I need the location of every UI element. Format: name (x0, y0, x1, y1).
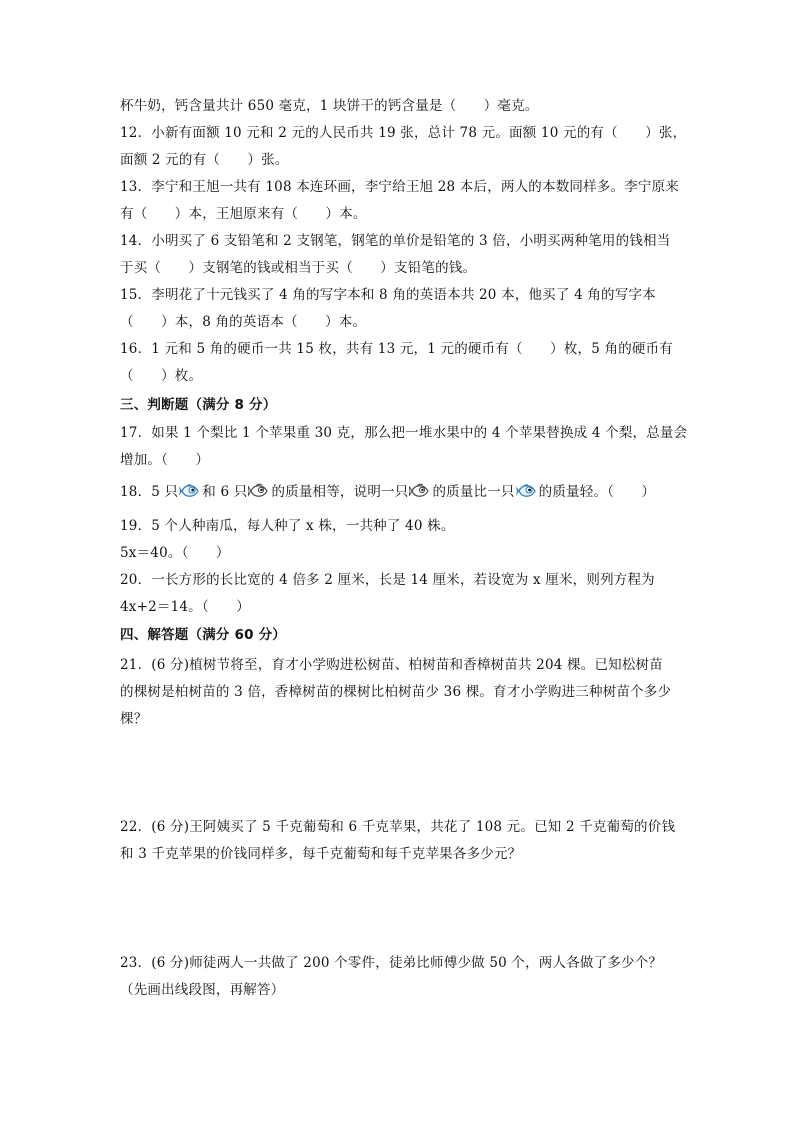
q19-line2: 5x＝40。（ ） (120, 545, 230, 561)
q18-text-2: 和 6 只 (202, 484, 248, 500)
q13-line1: 13．李宁和王旭一共有 108 本连环画，李宁给王旭 28 本后，两人的本数同样多。李宁原来 (120, 179, 679, 195)
q22-line1: 22．(6 分)王阿姨买了 5 千克葡萄和 6 千克苹果，共花了 108 元。已知 2 千克葡萄的价钱 (120, 819, 676, 835)
q21-line3: 棵？ (120, 711, 148, 727)
q11-continuation: 杯牛奶，钙含量共计 650 毫克，1 块饼干的钙含量是（ ）毫克。 (120, 98, 539, 114)
q21-line1: 21．(6 分)植树节将至，育才小学购进松树苗、柏树苗和香樟树苗共 204 棵。已知松树苗 (120, 657, 663, 673)
q12-line1: 12．小新有面额 10 元和 2 元的人民币共 19 张，总计 78 元。面额 10 元的有（ ）张， (120, 125, 687, 141)
white-fish-icon (248, 481, 270, 501)
q21-line2: 的棵树是柏树苗的 3 倍，香樟树苗的棵树比柏树苗少 36 棵。育才小学购进三种树苗个多少 (120, 684, 672, 700)
q18-text-1: 18．5 只 (120, 484, 179, 500)
q18-line (120, 481, 655, 501)
section-4-heading: 四、解答题（满分 60 分） (120, 627, 286, 643)
section-3-heading: 三、判断题（满分 8 分） (120, 397, 277, 413)
q17-line1: 17．如果 1 个梨比 1 个苹果重 30 克，那么把一堆水果中的 4 个苹果替换成 4 个梨，总量会 (120, 425, 688, 441)
q16-line2: （ ）枚。 (120, 368, 203, 384)
q13-line2: 有（ ）本，王旭原来有（ ）本。 (120, 206, 367, 222)
q17-line2: 增加。（ ） (120, 452, 210, 468)
white-fish-icon (409, 481, 431, 501)
q15-line2: （ ）本，8 角的英语本（ ）本。 (120, 314, 367, 330)
q18-text-4: 的质量比一只 (432, 484, 515, 500)
q20-line2: 4x+2＝14。（ ） (120, 599, 250, 615)
q23-line1: 23．(6 分)师徒两人一共做了 200 个零件，徒弟比师傅少做 50 个，两人各做了多少个？ (120, 955, 663, 971)
q19-line1: 19．5 个人种南瓜，每人种了 x 株，一共种了 40 株。 (120, 518, 455, 534)
q20-line1: 20．一长方形的长比宽的 4 倍多 2 厘米，长是 14 厘米，若设宽为 x 厘米，则列方程为 (120, 572, 655, 588)
q22-line2: 和 3 千克苹果的价钱同样多，每千克葡萄和每千克苹果各多少元？ (120, 846, 522, 862)
q12-line2: 面额 2 元的有（ ）张。 (120, 152, 289, 168)
blue-fish-icon (179, 481, 201, 501)
q23-line2: （先画出线段图，再解答） (120, 982, 285, 998)
blue-fish-icon (516, 481, 538, 501)
q18-text-3: 的质量相等，说明一只 (271, 484, 409, 500)
q14-line2: 于买（ ）支钢笔的钱或相当于买（ ）支铅笔的钱。 (120, 260, 477, 276)
q15-line1: 15．李明花了十元钱买了 4 角的写字本和 8 角的英语本共 20 本，他买了 4 角的写字本 (120, 287, 656, 303)
q16-line1: 16．1 元和 5 角的硬币一共 15 枚，共有 13 元，1 元的硬币有（ ）枚，5 角的硬币有 (120, 341, 674, 357)
q18-text-5: 的质量轻。（ ） (538, 484, 656, 500)
q14-line1: 14．小明买了 6 支铅笔和 2 支钢笔，钢笔的单价是铅笔的 3 倍，小明买两种笔用的钱相当 (120, 233, 671, 249)
